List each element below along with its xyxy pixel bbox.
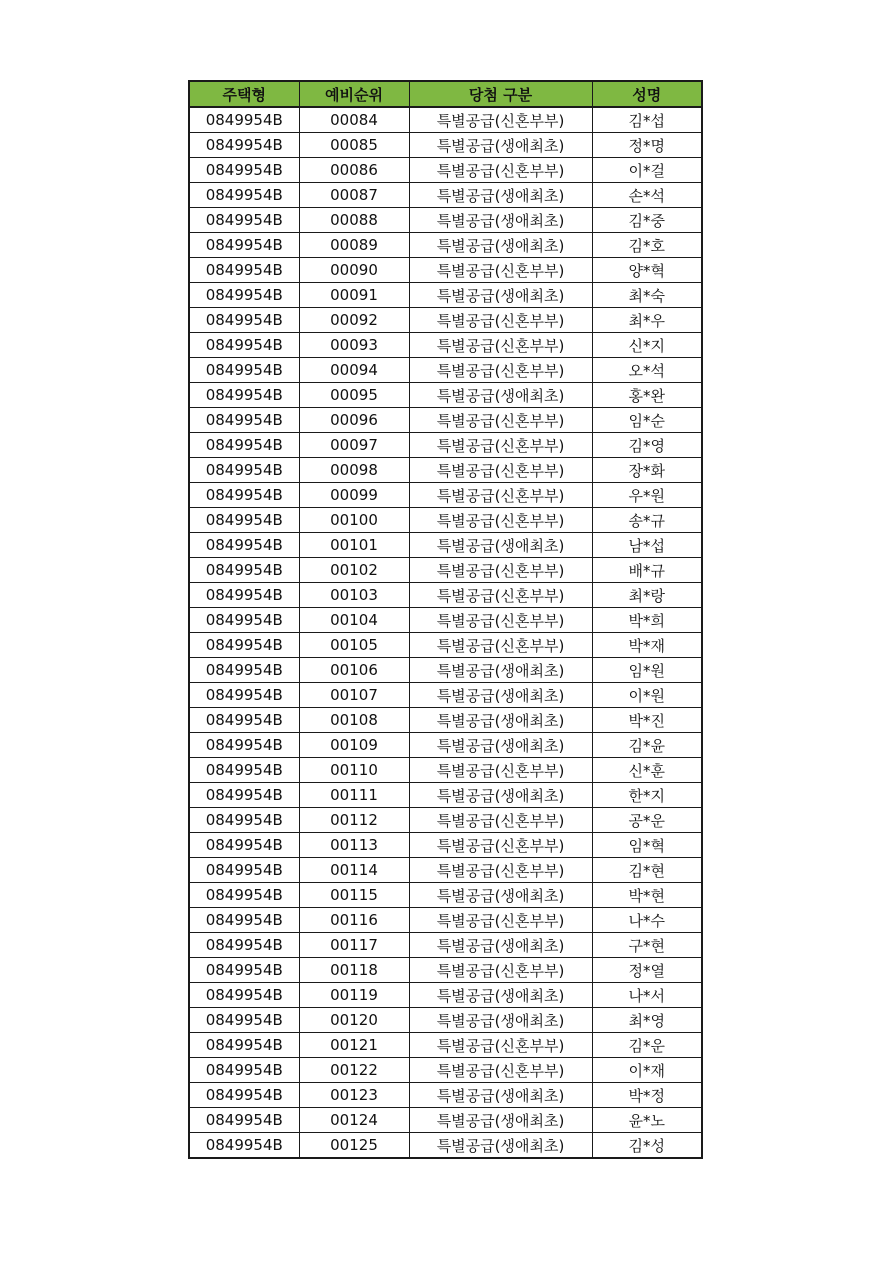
table-row bbox=[189, 608, 702, 633]
cell-housing-type: 0849954B bbox=[189, 808, 299, 833]
cell-reserve-rank: 00118 bbox=[299, 958, 409, 983]
table-body bbox=[189, 107, 702, 1158]
cell-name: 정*열 bbox=[592, 958, 702, 983]
table-row bbox=[189, 233, 702, 258]
cell-winning-category: 특별공급(생애최초) bbox=[409, 1083, 592, 1108]
cell-housing-type: 0849954B bbox=[189, 1033, 299, 1058]
cell-name: 최*숙 bbox=[592, 283, 702, 308]
table-row bbox=[189, 333, 702, 358]
cell-housing-type: 0849954B bbox=[189, 333, 299, 358]
cell-name: 신*훈 bbox=[592, 758, 702, 783]
cell-name: 박*현 bbox=[592, 883, 702, 908]
cell-housing-type: 0849954B bbox=[189, 658, 299, 683]
cell-winning-category: 특별공급(신혼부부) bbox=[409, 583, 592, 608]
cell-name: 양*혁 bbox=[592, 258, 702, 283]
table-row bbox=[189, 433, 702, 458]
cell-name: 박*희 bbox=[592, 608, 702, 633]
cell-winning-category: 특별공급(생애최초) bbox=[409, 208, 592, 233]
cell-winning-category: 특별공급(생애최초) bbox=[409, 1108, 592, 1133]
cell-winning-category: 특별공급(생애최초) bbox=[409, 883, 592, 908]
table-row bbox=[189, 833, 702, 858]
table-row bbox=[189, 883, 702, 908]
table-row bbox=[189, 1033, 702, 1058]
table-row bbox=[189, 1083, 702, 1108]
cell-housing-type: 0849954B bbox=[189, 708, 299, 733]
cell-name: 임*혁 bbox=[592, 833, 702, 858]
cell-winning-category: 특별공급(신혼부부) bbox=[409, 508, 592, 533]
cell-winning-category: 특별공급(신혼부부) bbox=[409, 107, 592, 133]
cell-reserve-rank: 00120 bbox=[299, 1008, 409, 1033]
cell-reserve-rank: 00111 bbox=[299, 783, 409, 808]
cell-housing-type: 0849954B bbox=[189, 783, 299, 808]
cell-winning-category: 특별공급(생애최초) bbox=[409, 733, 592, 758]
cell-name: 최*랑 bbox=[592, 583, 702, 608]
cell-housing-type: 0849954B bbox=[189, 683, 299, 708]
cell-housing-type: 0849954B bbox=[189, 958, 299, 983]
cell-name: 구*현 bbox=[592, 933, 702, 958]
table-row bbox=[189, 1058, 702, 1083]
cell-housing-type: 0849954B bbox=[189, 433, 299, 458]
cell-reserve-rank: 00101 bbox=[299, 533, 409, 558]
table-row bbox=[189, 933, 702, 958]
cell-housing-type: 0849954B bbox=[189, 508, 299, 533]
cell-winning-category: 특별공급(생애최초) bbox=[409, 233, 592, 258]
cell-name: 김*섭 bbox=[592, 107, 702, 133]
cell-name: 김*영 bbox=[592, 433, 702, 458]
cell-reserve-rank: 00106 bbox=[299, 658, 409, 683]
cell-housing-type: 0849954B bbox=[189, 383, 299, 408]
cell-reserve-rank: 00097 bbox=[299, 433, 409, 458]
header-winning-category: 당첨 구분 bbox=[409, 81, 592, 107]
table-row bbox=[189, 708, 702, 733]
cell-housing-type: 0849954B bbox=[189, 483, 299, 508]
cell-housing-type: 0849954B bbox=[189, 1083, 299, 1108]
cell-winning-category: 특별공급(신혼부부) bbox=[409, 1033, 592, 1058]
cell-winning-category: 특별공급(신혼부부) bbox=[409, 608, 592, 633]
cell-reserve-rank: 00098 bbox=[299, 458, 409, 483]
cell-housing-type: 0849954B bbox=[189, 733, 299, 758]
table-row bbox=[189, 308, 702, 333]
cell-name: 나*서 bbox=[592, 983, 702, 1008]
table-row bbox=[189, 983, 702, 1008]
cell-name: 임*원 bbox=[592, 658, 702, 683]
table-row bbox=[189, 733, 702, 758]
cell-reserve-rank: 00108 bbox=[299, 708, 409, 733]
cell-housing-type: 0849954B bbox=[189, 1058, 299, 1083]
cell-reserve-rank: 00123 bbox=[299, 1083, 409, 1108]
cell-housing-type: 0849954B bbox=[189, 533, 299, 558]
cell-winning-category: 특별공급(생애최초) bbox=[409, 533, 592, 558]
table-row bbox=[189, 1133, 702, 1159]
cell-reserve-rank: 00117 bbox=[299, 933, 409, 958]
cell-reserve-rank: 00107 bbox=[299, 683, 409, 708]
cell-name: 김*운 bbox=[592, 1033, 702, 1058]
cell-housing-type: 0849954B bbox=[189, 358, 299, 383]
table-row bbox=[189, 383, 702, 408]
table-row bbox=[189, 658, 702, 683]
cell-name: 한*지 bbox=[592, 783, 702, 808]
cell-reserve-rank: 00096 bbox=[299, 408, 409, 433]
table-header bbox=[189, 81, 702, 107]
cell-winning-category: 특별공급(생애최초) bbox=[409, 933, 592, 958]
cell-name: 최*영 bbox=[592, 1008, 702, 1033]
cell-housing-type: 0849954B bbox=[189, 107, 299, 133]
table-row bbox=[189, 533, 702, 558]
cell-reserve-rank: 00091 bbox=[299, 283, 409, 308]
table-row bbox=[189, 958, 702, 983]
table-row bbox=[189, 558, 702, 583]
cell-reserve-rank: 00104 bbox=[299, 608, 409, 633]
cell-housing-type: 0849954B bbox=[189, 258, 299, 283]
cell-reserve-rank: 00092 bbox=[299, 308, 409, 333]
cell-name: 홍*완 bbox=[592, 383, 702, 408]
cell-winning-category: 특별공급(신혼부부) bbox=[409, 333, 592, 358]
cell-reserve-rank: 00112 bbox=[299, 808, 409, 833]
cell-housing-type: 0849954B bbox=[189, 858, 299, 883]
cell-name: 김*중 bbox=[592, 208, 702, 233]
cell-reserve-rank: 00086 bbox=[299, 158, 409, 183]
cell-winning-category: 특별공급(생애최초) bbox=[409, 783, 592, 808]
cell-housing-type: 0849954B bbox=[189, 133, 299, 158]
cell-name: 이*걸 bbox=[592, 158, 702, 183]
cell-winning-category: 특별공급(신혼부부) bbox=[409, 908, 592, 933]
cell-winning-category: 특별공급(신혼부부) bbox=[409, 758, 592, 783]
cell-reserve-rank: 00122 bbox=[299, 1058, 409, 1083]
cell-housing-type: 0849954B bbox=[189, 983, 299, 1008]
cell-reserve-rank: 00121 bbox=[299, 1033, 409, 1058]
cell-winning-category: 특별공급(생애최초) bbox=[409, 133, 592, 158]
table-row bbox=[189, 1108, 702, 1133]
cell-name: 송*규 bbox=[592, 508, 702, 533]
cell-winning-category: 특별공급(신혼부부) bbox=[409, 558, 592, 583]
cell-housing-type: 0849954B bbox=[189, 833, 299, 858]
cell-reserve-rank: 00084 bbox=[299, 107, 409, 133]
cell-reserve-rank: 00115 bbox=[299, 883, 409, 908]
cell-name: 김*현 bbox=[592, 858, 702, 883]
table-row bbox=[189, 133, 702, 158]
table-row bbox=[189, 508, 702, 533]
cell-name: 남*섭 bbox=[592, 533, 702, 558]
cell-housing-type: 0849954B bbox=[189, 283, 299, 308]
cell-winning-category: 특별공급(생애최초) bbox=[409, 683, 592, 708]
table-row bbox=[189, 408, 702, 433]
table-row bbox=[189, 783, 702, 808]
cell-reserve-rank: 00094 bbox=[299, 358, 409, 383]
cell-housing-type: 0849954B bbox=[189, 183, 299, 208]
cell-housing-type: 0849954B bbox=[189, 233, 299, 258]
cell-winning-category: 특별공급(신혼부부) bbox=[409, 1058, 592, 1083]
cell-housing-type: 0849954B bbox=[189, 308, 299, 333]
cell-name: 장*화 bbox=[592, 458, 702, 483]
cell-name: 임*순 bbox=[592, 408, 702, 433]
header-name: 성명 bbox=[592, 81, 702, 107]
cell-name: 윤*노 bbox=[592, 1108, 702, 1133]
cell-winning-category: 특별공급(신혼부부) bbox=[409, 258, 592, 283]
cell-winning-category: 특별공급(신혼부부) bbox=[409, 358, 592, 383]
table-row bbox=[189, 858, 702, 883]
cell-name: 우*원 bbox=[592, 483, 702, 508]
table-row bbox=[189, 1008, 702, 1033]
cell-winning-category: 특별공급(신혼부부) bbox=[409, 458, 592, 483]
cell-housing-type: 0849954B bbox=[189, 458, 299, 483]
cell-name: 김*윤 bbox=[592, 733, 702, 758]
table-row bbox=[189, 458, 702, 483]
cell-winning-category: 특별공급(신혼부부) bbox=[409, 158, 592, 183]
table-row bbox=[189, 283, 702, 308]
cell-reserve-rank: 00087 bbox=[299, 183, 409, 208]
cell-winning-category: 특별공급(신혼부부) bbox=[409, 633, 592, 658]
cell-housing-type: 0849954B bbox=[189, 933, 299, 958]
cell-winning-category: 특별공급(생애최초) bbox=[409, 183, 592, 208]
cell-winning-category: 특별공급(생애최초) bbox=[409, 1008, 592, 1033]
cell-name: 신*지 bbox=[592, 333, 702, 358]
table-row bbox=[189, 483, 702, 508]
cell-reserve-rank: 00125 bbox=[299, 1133, 409, 1159]
table-row bbox=[189, 208, 702, 233]
cell-winning-category: 특별공급(신혼부부) bbox=[409, 433, 592, 458]
cell-name: 박*정 bbox=[592, 1083, 702, 1108]
cell-winning-category: 특별공급(생애최초) bbox=[409, 658, 592, 683]
cell-housing-type: 0849954B bbox=[189, 633, 299, 658]
cell-reserve-rank: 00088 bbox=[299, 208, 409, 233]
cell-housing-type: 0849954B bbox=[189, 1133, 299, 1159]
table-row bbox=[189, 683, 702, 708]
cell-winning-category: 특별공급(생애최초) bbox=[409, 983, 592, 1008]
cell-winning-category: 특별공급(신혼부부) bbox=[409, 308, 592, 333]
cell-housing-type: 0849954B bbox=[189, 558, 299, 583]
cell-winning-category: 특별공급(신혼부부) bbox=[409, 808, 592, 833]
cell-name: 김*성 bbox=[592, 1133, 702, 1159]
table-row bbox=[189, 808, 702, 833]
cell-housing-type: 0849954B bbox=[189, 908, 299, 933]
cell-reserve-rank: 00110 bbox=[299, 758, 409, 783]
cell-winning-category: 특별공급(생애최초) bbox=[409, 1133, 592, 1159]
cell-housing-type: 0849954B bbox=[189, 158, 299, 183]
table-row bbox=[189, 107, 702, 133]
cell-reserve-rank: 00114 bbox=[299, 858, 409, 883]
cell-reserve-rank: 00099 bbox=[299, 483, 409, 508]
cell-name: 오*석 bbox=[592, 358, 702, 383]
cell-name: 박*재 bbox=[592, 633, 702, 658]
cell-winning-category: 특별공급(생애최초) bbox=[409, 708, 592, 733]
cell-winning-category: 특별공급(신혼부부) bbox=[409, 833, 592, 858]
cell-reserve-rank: 00109 bbox=[299, 733, 409, 758]
cell-housing-type: 0849954B bbox=[189, 883, 299, 908]
cell-name: 박*진 bbox=[592, 708, 702, 733]
cell-reserve-rank: 00105 bbox=[299, 633, 409, 658]
cell-reserve-rank: 00089 bbox=[299, 233, 409, 258]
table-row bbox=[189, 183, 702, 208]
cell-name: 최*우 bbox=[592, 308, 702, 333]
winners-table-container bbox=[188, 80, 703, 1159]
cell-housing-type: 0849954B bbox=[189, 1108, 299, 1133]
header-reserve-rank: 예비순위 bbox=[299, 81, 409, 107]
cell-reserve-rank: 00119 bbox=[299, 983, 409, 1008]
cell-name: 배*규 bbox=[592, 558, 702, 583]
cell-name: 손*석 bbox=[592, 183, 702, 208]
cell-housing-type: 0849954B bbox=[189, 758, 299, 783]
cell-housing-type: 0849954B bbox=[189, 208, 299, 233]
cell-winning-category: 특별공급(신혼부부) bbox=[409, 408, 592, 433]
cell-reserve-rank: 00116 bbox=[299, 908, 409, 933]
table-row bbox=[189, 358, 702, 383]
cell-name: 나*수 bbox=[592, 908, 702, 933]
cell-winning-category: 특별공급(신혼부부) bbox=[409, 958, 592, 983]
cell-name: 김*호 bbox=[592, 233, 702, 258]
cell-name: 이*재 bbox=[592, 1058, 702, 1083]
cell-reserve-rank: 00093 bbox=[299, 333, 409, 358]
cell-reserve-rank: 00103 bbox=[299, 583, 409, 608]
header-housing-type: 주택형 bbox=[189, 81, 299, 107]
cell-name: 공*운 bbox=[592, 808, 702, 833]
cell-winning-category: 특별공급(생애최초) bbox=[409, 383, 592, 408]
cell-name: 이*원 bbox=[592, 683, 702, 708]
cell-reserve-rank: 00102 bbox=[299, 558, 409, 583]
table-row bbox=[189, 258, 702, 283]
cell-reserve-rank: 00124 bbox=[299, 1108, 409, 1133]
table-row bbox=[189, 583, 702, 608]
cell-winning-category: 특별공급(신혼부부) bbox=[409, 858, 592, 883]
cell-housing-type: 0849954B bbox=[189, 1008, 299, 1033]
table-row bbox=[189, 758, 702, 783]
cell-winning-category: 특별공급(생애최초) bbox=[409, 283, 592, 308]
table-row bbox=[189, 633, 702, 658]
header-row bbox=[189, 81, 702, 107]
cell-reserve-rank: 00090 bbox=[299, 258, 409, 283]
cell-reserve-rank: 00113 bbox=[299, 833, 409, 858]
cell-housing-type: 0849954B bbox=[189, 608, 299, 633]
cell-housing-type: 0849954B bbox=[189, 408, 299, 433]
cell-name: 정*명 bbox=[592, 133, 702, 158]
cell-reserve-rank: 00100 bbox=[299, 508, 409, 533]
cell-winning-category: 특별공급(신혼부부) bbox=[409, 483, 592, 508]
table-row bbox=[189, 908, 702, 933]
cell-housing-type: 0849954B bbox=[189, 583, 299, 608]
reserve-winners-table bbox=[188, 80, 703, 1159]
table-row bbox=[189, 158, 702, 183]
cell-reserve-rank: 00095 bbox=[299, 383, 409, 408]
cell-reserve-rank: 00085 bbox=[299, 133, 409, 158]
